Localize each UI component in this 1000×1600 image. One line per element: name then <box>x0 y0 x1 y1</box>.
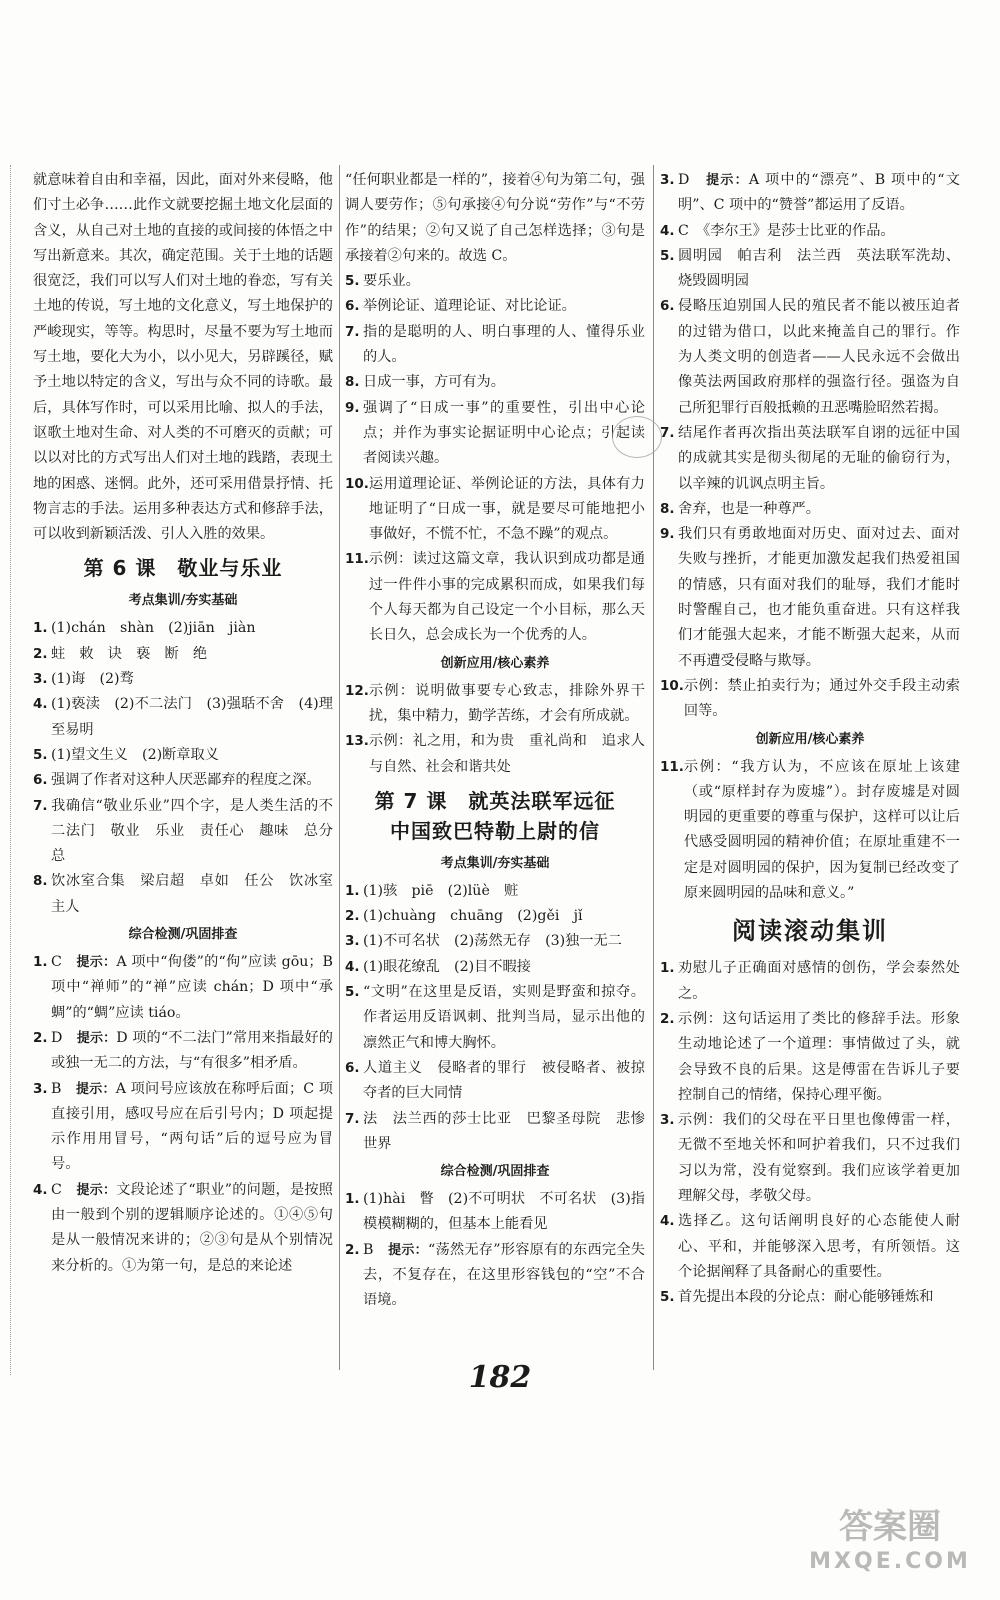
answer-text <box>363 1187 645 1238</box>
question-number: 7. <box>33 797 48 814</box>
answer-item <box>660 1285 960 1310</box>
question-number: 13. <box>345 733 369 750</box>
answer-item <box>33 869 333 920</box>
answer-text <box>369 729 645 780</box>
answer-item <box>345 269 645 294</box>
question-number: 5. <box>660 1289 675 1306</box>
answer-body: (1)chuàng chuāng (2)gěi jǐ <box>363 908 583 925</box>
answer-body: 人道主义 侵略者的罪行 被侵略者、被掠夺者的巨大同情 <box>363 1059 645 1102</box>
answer-item <box>345 1056 645 1107</box>
answer-body: 示例：“我方认为，不应该在原址上该建（或“原样封存为废墟”）。封存废墟是对圆明园的更重要的尊重与保护，这样可以让后代感受圆明园的精神价值；在原址重建不一定是对圆明园的保护，因为复制已经改变了原来圆明园的品味和意义。” <box>683 758 960 902</box>
answer-text <box>678 1209 960 1285</box>
answer-item <box>345 370 645 395</box>
answer-body: (1)诲 (2)骛 <box>51 671 134 688</box>
answer-item <box>345 1107 645 1158</box>
question-number: 7. <box>345 1110 360 1127</box>
answer-body: 举例论证、道理论证、对比论证。 <box>363 298 576 315</box>
question-number: 4. <box>660 222 675 239</box>
answer-body: (1)骇 piē (2)lüè 赃 <box>363 882 519 899</box>
answer-body: “文明”在这里是反语，实则是野蛮和掠夺。作者运用反语讽刺、批判当局，显示出他的凛然正气和博大胸怀。 <box>363 984 645 1051</box>
answer-text <box>684 674 960 725</box>
question-number: 10. <box>345 475 369 492</box>
answer-item <box>660 1209 960 1285</box>
lesson-7-title-line2: 中国致巴特勒上尉的信 <box>390 818 600 843</box>
answer-list <box>345 269 645 648</box>
answer-item <box>345 955 645 980</box>
answer-item <box>660 219 960 244</box>
column-2 <box>345 168 645 1314</box>
answer-text <box>678 1108 960 1209</box>
answer-text <box>678 421 960 497</box>
question-number: 1. <box>33 620 48 637</box>
answer-list <box>345 679 645 780</box>
answer-item <box>33 1178 333 1279</box>
answer-list <box>33 950 333 1279</box>
answer-item <box>660 755 960 907</box>
section-heading: 考点集训/夯实基础 <box>128 593 238 609</box>
answer-item <box>345 729 645 780</box>
question-number: 9. <box>660 526 675 543</box>
question-number: 6. <box>660 298 675 315</box>
svg-text:答案圈: 答案圈 <box>839 1507 941 1547</box>
answer-body: 我们只有勇敢地面对历史、面对过去、面对失败与挫折，才能更加激发起我们热爱祖国的情感，只有面对我们的耻辱，我们才能时时警醒自己，也才能负重奋进。只有这样我们才能强大起来，才能不断强大起来，从而不再遭受侵略与欺辱。 <box>678 526 960 669</box>
answer-body: 劝慰儿子正确面对感情的创伤，学会泰然处之。 <box>678 960 960 1002</box>
answer-item <box>345 1187 645 1238</box>
hint-label: 提示： <box>76 1182 117 1198</box>
question-number: 7. <box>345 323 360 340</box>
question-number: 6. <box>345 298 360 315</box>
answer-body: (1)hài 瞥 (2)不可明状 不可名状 (3)指模模糊糊的，但基本上能看见 <box>363 1191 645 1233</box>
answer-body: 结尾作者再次指出英法联军自诩的远征中国的成就其实是彻头彻尾的无耻的偷窃行为，以辛辣的讥讽点明主旨。 <box>678 424 960 492</box>
answer-item <box>345 1238 645 1314</box>
answer-item <box>660 294 960 420</box>
answer-item <box>660 522 960 674</box>
answer-text <box>51 950 333 1026</box>
answer-body: D 项的“不二法门”常用来指最好的或独一无二的方法，与“有很多”相矛盾。 <box>51 1029 333 1072</box>
question-number: 4. <box>345 958 360 975</box>
answer-text <box>51 1026 333 1077</box>
question-number: 6. <box>345 1059 360 1076</box>
answer-choice: B <box>363 1241 389 1258</box>
answer-body: 示例：说明做事要专心致志，排除外界干扰，集中精力，勤学苦练，才会有所成就。 <box>368 682 645 724</box>
answer-body: 强调了作者对这种人厌恶鄙弃的程度之深。 <box>51 772 321 789</box>
answer-body: 指的是聪明的人、明白事理的人、懂得乐业的人。 <box>363 323 645 366</box>
answer-item <box>33 743 333 768</box>
answer-list <box>345 879 645 1157</box>
question-number: 11. <box>660 758 684 775</box>
section-heading: 创新应用/核心素养 <box>440 655 550 671</box>
answer-body: 法 法兰西的莎士比亚 巴黎圣母院 悲惨世界 <box>363 1110 645 1152</box>
question-number: 1. <box>33 954 48 971</box>
answer-text <box>369 472 645 548</box>
answer-item <box>660 497 960 522</box>
answer-item <box>33 616 333 641</box>
answer-item <box>660 674 960 725</box>
answer-body: 文段论述了“职业”的问题，是按照由一般到个别的逻辑顺序论述的。①④⑤句是从一般情况来讲的；②③句是从个别情况来分析的。①为第一句，是总的来论述 <box>51 1181 333 1274</box>
answer-body: 饮冰室合集 梁启超 卓如 任公 饮冰室主人 <box>51 873 333 915</box>
answer-text <box>369 547 645 648</box>
answer-body: 侵略压迫别国人民的殖民者不能以被压迫者的过错为借口，以此来掩盖自己的罪行。作为人类文明的创造者——人民永远不会做出像英法两国政府那样的强盗行径。强盗为自己所犯罪行百般抵赖的丑恶嘴脸昭然若揭。 <box>678 298 960 416</box>
question-number: 4. <box>33 1181 48 1198</box>
answer-body: 强调了“日成一事”的重要性，引出中心论点；并作为事实论据证明中心论点；引起读者阅读兴趣。 <box>363 399 645 467</box>
answer-item <box>660 244 960 295</box>
answer-body: “荡然无存”形容原有的东西完全失去，不复存在，在这里形容钱包的“空”不合语境。 <box>363 1241 645 1309</box>
answer-body: 首先提出本段的分论点：耐心能够锤炼和 <box>678 1289 934 1306</box>
answer-body: 运用道理论证、举例论证的方法，具体有力地证明了“日成一事，就是要尽可能地把小事做好，不慌不忙，不急不躁”的观点。 <box>368 475 645 543</box>
answer-body: 示例：这句话运用了类比的修辞手法。形象生动地论述了一个道理：事情做过了头，就会导致不良的后果。这是傅雷在告诉儿子要控制自己的情绪，保持心理平衡。 <box>678 1010 960 1103</box>
answer-text <box>678 522 960 674</box>
question-number: 5. <box>33 746 48 763</box>
answer-item <box>345 294 645 319</box>
answer-choice: C <box>678 222 704 239</box>
answer-body: 舍弃，也是一种尊严。 <box>678 500 820 517</box>
answer-text <box>51 743 333 768</box>
question-number: 1. <box>345 882 360 899</box>
question-number: 7. <box>660 424 675 441</box>
answer-text <box>678 244 960 295</box>
answer-body: A 项中的“漂亮”、B 项中的“文明”、C 项中的“赞誉”都运用了反语。 <box>678 172 960 214</box>
answer-body: 我确信“敬业乐业”四个字，是人类生活的不二法门 敬业 乐业 责任心 趣味 总分总 <box>51 797 333 865</box>
answer-text <box>363 1056 645 1107</box>
answer-choice: B <box>51 1080 77 1097</box>
answer-item <box>33 950 333 1026</box>
answer-item <box>660 168 960 219</box>
answer-text <box>51 1077 333 1178</box>
answer-choice: D <box>51 1029 77 1046</box>
answer-body: 示例：禁止拍卖行为；通过外交手段主动索回等。 <box>683 677 960 720</box>
hint-label: 提示： <box>388 1242 428 1258</box>
answer-body: 示例：我们的父母在平日里也像傅雷一样，无微不至地关怀和呵护着我们，只不过我们习以为常，没有觉察到。我们应该学着更加理解父母，孝敬父母。 <box>678 1112 960 1204</box>
answer-body: 圆明园 帕吉利 法兰西 英法联军洗劫、烧毁圆明园 <box>678 247 960 290</box>
answer-item <box>345 472 645 548</box>
answer-body: 要乐业。 <box>363 273 420 290</box>
answer-body: 选择乙。这句话阐明良好的心态能使人耐心、平和，并能够深入思考，有所领悟。这个论据阐释了具备耐心的重要性。 <box>678 1213 960 1280</box>
answer-item <box>345 396 645 472</box>
question-number: 8. <box>345 374 360 391</box>
answer-item <box>33 1026 333 1077</box>
binding-margin-rule <box>10 165 11 1375</box>
question-number: 4. <box>33 696 48 713</box>
section-heading: 考点集训/夯实基础 <box>440 855 550 871</box>
answer-text <box>363 396 645 472</box>
answer-item <box>345 320 645 371</box>
answer-body: 示例：礼之用，和为贵 重礼尚和 追求人与自然、社会和谐共处 <box>368 733 645 775</box>
answer-body: (1)望文生义 (2)断章取义 <box>51 746 219 763</box>
answer-text <box>363 1238 645 1314</box>
question-number: 1. <box>345 1191 360 1208</box>
answer-text <box>51 692 333 743</box>
question-number: 6. <box>33 772 48 789</box>
question-number: 5. <box>345 984 360 1001</box>
answer-text <box>363 929 645 954</box>
question-number: 2. <box>33 645 48 662</box>
question-number: 3. <box>660 172 675 188</box>
question-number: 4. <box>660 1213 675 1230</box>
question-number: 11. <box>345 551 369 568</box>
answer-text <box>369 679 645 730</box>
question-number: 8. <box>33 873 48 890</box>
answer-item <box>345 929 645 954</box>
answer-item <box>33 642 333 667</box>
answer-body: 日成一事，方可有为。 <box>363 374 505 391</box>
answer-text <box>363 904 645 929</box>
essay-guidance-text: 就意味着自由和幸福，因此，面对外来侵略，他们寸土必争……此作文就要挖掘土地文化层面的含义，从自己对土地的直接的或间接的体悟之中写出新意来。其次，确定范围。关于土地的话题很宽泛，我们可以写人们对土地的眷恋，写有关土地的传说，写土地的文化意义，写土地保护的严峻现实，等等。构思时，尽量不要为写土地而写土地，要化大为小，以小见大，另辟蹊径，赋予土地以特定的含义，写出与众不同的诗歌。最后，具体写作时，可以采用比喻、拟人的手法，讴歌土地对生命、对人类的不可磨灭的贡献；可以以对比的方式写出人们对土地的践踏，表现土地的困惑、迷惘。此外，还可采用借景抒情、托物言志的手法。运用多种表达方式和修辞手法，可以收到新颖活泼、引人入胜的效果。 <box>33 172 333 543</box>
hint-label: 提示： <box>76 1081 116 1097</box>
answer-list <box>345 1187 645 1313</box>
answer-text <box>678 294 960 420</box>
section-heading: 综合检测/巩固排查 <box>440 1164 550 1180</box>
question-number: 8. <box>660 500 675 517</box>
answer-choice: C <box>51 954 77 971</box>
svg-text:MXQE.COM: MXQE.COM <box>809 1549 971 1574</box>
question-number: 2. <box>33 1029 48 1046</box>
question-number: 3. <box>660 1112 675 1129</box>
answer-item <box>345 904 645 929</box>
question-number: 1. <box>660 960 675 977</box>
answer-body: (1)亵渎 (2)不二法门 (3)强聒不舍 (4)理至易明 <box>51 696 333 738</box>
answer-text <box>678 168 960 219</box>
question-number: 3. <box>33 1080 48 1097</box>
section-heading: 创新应用/核心素养 <box>755 731 865 747</box>
question-number: 12. <box>345 682 369 699</box>
answer-item <box>33 692 333 743</box>
answer-list <box>660 168 960 725</box>
question-number: 5. <box>345 273 360 290</box>
answer-text <box>678 497 960 522</box>
answer-text <box>678 956 960 1007</box>
answer-text <box>51 616 333 641</box>
answer-list <box>660 755 960 907</box>
answer-item <box>33 667 333 692</box>
answer-text <box>678 1007 960 1108</box>
answer-item <box>345 679 645 730</box>
answer-body: (1)眼花缭乱 (2)目不暇接 <box>363 958 531 975</box>
answer-text <box>51 869 333 920</box>
answer-item <box>660 1108 960 1209</box>
answer-body: 《李尔王》是莎士比亚的作品。 <box>703 222 895 239</box>
hint-label: 提示： <box>706 173 749 188</box>
answer-choice: C <box>51 1181 77 1198</box>
answer-item <box>33 768 333 793</box>
answer-item <box>345 980 645 1056</box>
answer-item <box>660 421 960 497</box>
column-3 <box>660 168 960 1310</box>
answer-text <box>51 768 333 793</box>
answer-body: (1)chán shàn (2)jiān jiàn <box>51 620 256 637</box>
answer-item <box>33 1077 333 1178</box>
lesson-7-title-line1: 第 7 课 就英法联军远征 <box>374 788 616 813</box>
answer-text <box>684 755 960 907</box>
answer-text <box>363 1107 645 1158</box>
column-divider <box>339 165 340 1370</box>
question-number: 3. <box>33 671 48 688</box>
question-number: 10. <box>660 677 684 694</box>
answer-text <box>363 879 645 904</box>
answer-item <box>660 1007 960 1108</box>
hint-label: 提示： <box>76 1030 117 1046</box>
answer-item <box>33 794 333 870</box>
question-number: 2. <box>345 1241 360 1258</box>
continued-answer-text: “任何职业都是一样的”，接着④句为第二句，强调人要劳作；⑤句承接④句分说“劳作”与“不劳作”的结果；②句又说了自己怎样选择；③句是承接着②句来的。故选 C。 <box>345 172 645 264</box>
question-number: 5. <box>660 247 675 264</box>
hint-label: 提示： <box>76 955 117 971</box>
answer-list <box>33 616 333 920</box>
question-number: 2. <box>345 908 360 925</box>
reading-section-title: 阅读滚动集训 <box>732 917 888 946</box>
column-divider <box>653 165 654 1370</box>
answer-body: A 项中“佝偻”的“佝”应读 gōu；B 项中“禅师”的“禅”应读 chán；D 项中“承蜩”的“蜩”应读 tiáo。 <box>51 954 333 1021</box>
stamp-mark <box>612 416 662 458</box>
answer-body: (1)不可名状 (2)荡然无存 (3)独一无二 <box>363 933 622 950</box>
answer-body: 示例：读过这篇文章，我认识到成功都是通过一件件小事的完成累积而成，如果我们每个人每天都为自己设定一个小目标，那么天长日久，总会成长为一个优秀的人。 <box>368 551 645 644</box>
answer-text <box>363 955 645 980</box>
answer-item <box>345 547 645 648</box>
lesson-6-title: 第 6 课 敬业与乐业 <box>83 556 283 581</box>
answer-item <box>345 879 645 904</box>
answer-text <box>363 980 645 1056</box>
answer-text <box>51 642 333 667</box>
question-number: 2. <box>660 1010 675 1027</box>
column-1 <box>33 168 333 1279</box>
answer-text <box>678 219 960 244</box>
page-number: 182 <box>468 1360 532 1395</box>
answer-list <box>660 956 960 1310</box>
answer-item <box>660 956 960 1007</box>
answer-text <box>678 1285 960 1310</box>
answer-choice: D <box>678 172 707 188</box>
answer-text <box>51 1178 333 1279</box>
answer-text <box>363 269 645 294</box>
answer-text <box>363 320 645 371</box>
answer-text <box>363 370 645 395</box>
section-heading: 综合检测/巩固排查 <box>128 927 238 943</box>
answer-text <box>51 794 333 870</box>
answer-body: 蛀 敕 诀 亵 断 绝 <box>51 645 208 662</box>
question-number: 3. <box>345 933 360 950</box>
question-number: 9. <box>345 399 360 416</box>
watermark-logo <box>800 1500 980 1576</box>
answer-text <box>51 667 333 692</box>
answer-body: A 项问号应该放在称呼后面；C 项直接引用，感叹号应在后引号内；D 项起提示作用用冒号，“两句话”后的逗号应为冒号。 <box>51 1080 333 1173</box>
answer-text <box>363 294 645 319</box>
